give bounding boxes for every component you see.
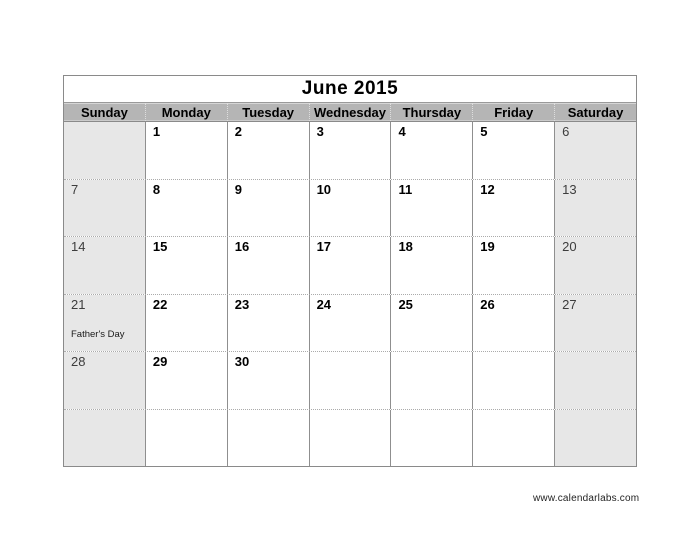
day-cell-empty	[64, 410, 145, 467]
day-number: 14	[71, 239, 86, 254]
day-cell-30	[227, 352, 309, 409]
week-row	[64, 122, 636, 179]
day-number: 27	[562, 296, 577, 312]
day-number: 4	[398, 124, 406, 139]
day-cell-23	[227, 295, 309, 352]
day-cell-13	[554, 180, 636, 237]
day-cell-24	[309, 295, 391, 352]
calendar-title: June 2015	[64, 76, 636, 103]
day-cell-empty	[390, 352, 472, 409]
day-number: 22	[152, 296, 168, 312]
week-row	[64, 294, 636, 352]
calendar	[63, 75, 637, 467]
day-number: 26	[480, 296, 495, 312]
day-number: 10	[316, 181, 332, 197]
day-number: 24	[316, 296, 332, 312]
day-number: 13	[562, 181, 577, 197]
day-cell-20	[554, 237, 636, 294]
day-cell-empty	[472, 352, 554, 409]
day-number: 23	[234, 296, 250, 312]
day-number: 16	[234, 239, 250, 254]
website-link[interactable]: www.calendarlabs.com	[533, 493, 640, 504]
day-cell-1	[145, 122, 227, 179]
day-cell-27	[554, 295, 636, 352]
week-row	[64, 351, 636, 409]
day-cell-empty	[472, 410, 554, 467]
day-number: 30	[234, 354, 250, 369]
day-number: 5	[480, 124, 488, 139]
day-number: 9	[234, 181, 242, 197]
day-cell-empty	[554, 352, 636, 409]
weekday-header-tuesday: Tuesday	[227, 103, 309, 121]
day-cell-3	[309, 122, 391, 179]
day-number: 21	[71, 296, 86, 312]
day-cell-9	[227, 180, 309, 237]
day-cell-empty	[145, 410, 227, 467]
day-cell-21	[64, 295, 145, 352]
day-number: 12	[480, 181, 495, 197]
week-row	[64, 409, 636, 467]
day-cell-empty	[554, 410, 636, 467]
day-cell-26	[472, 295, 554, 352]
weekday-header-friday: Friday	[472, 103, 554, 121]
day-number: 1	[152, 124, 161, 139]
day-cell-22	[145, 295, 227, 352]
day-number: 11	[398, 181, 413, 197]
weekday-header-sunday: Sunday	[64, 103, 145, 121]
day-number: 3	[316, 124, 324, 139]
day-number: 15	[152, 239, 168, 254]
calendar-grid	[64, 122, 636, 466]
day-cell-empty	[309, 410, 391, 467]
day-number: 6	[562, 124, 570, 139]
weekday-header-row	[64, 103, 636, 122]
day-number: 19	[480, 239, 495, 254]
day-cell-15	[145, 237, 227, 294]
day-cell-18	[390, 237, 472, 294]
weekday-header-wednesday: Wednesday	[309, 103, 391, 121]
day-cell-28	[64, 352, 145, 409]
day-cell-7	[64, 180, 145, 237]
holiday-label: Father's Day	[71, 329, 125, 340]
day-cell-empty	[227, 410, 309, 467]
day-cell-10	[309, 180, 391, 237]
day-number: 29	[152, 354, 168, 369]
day-cell-17	[309, 237, 391, 294]
day-cell-empty	[390, 410, 472, 467]
day-cell-8	[145, 180, 227, 237]
day-number: 8	[152, 181, 161, 197]
day-number: 25	[398, 296, 413, 312]
weekday-header-saturday: Saturday	[554, 103, 636, 121]
day-number: 20	[562, 239, 577, 254]
day-cell-12	[472, 180, 554, 237]
day-number: 7	[71, 181, 79, 197]
day-number: 18	[398, 239, 413, 254]
week-row	[64, 179, 636, 237]
day-number: 2	[234, 124, 242, 139]
weekday-header-monday: Monday	[145, 103, 227, 121]
day-number: 28	[71, 354, 86, 369]
day-cell-2	[227, 122, 309, 179]
day-cell-29	[145, 352, 227, 409]
day-cell-19	[472, 237, 554, 294]
day-cell-6	[554, 122, 636, 179]
day-cell-25	[390, 295, 472, 352]
day-cell-11	[390, 180, 472, 237]
day-cell-4	[390, 122, 472, 179]
day-cell-16	[227, 237, 309, 294]
day-number: 17	[316, 239, 332, 254]
week-row	[64, 236, 636, 294]
day-cell-14	[64, 237, 145, 294]
day-cell-5	[472, 122, 554, 179]
day-cell-empty	[309, 352, 391, 409]
day-cell-empty	[64, 122, 145, 179]
weekday-header-thursday: Thursday	[390, 103, 472, 121]
